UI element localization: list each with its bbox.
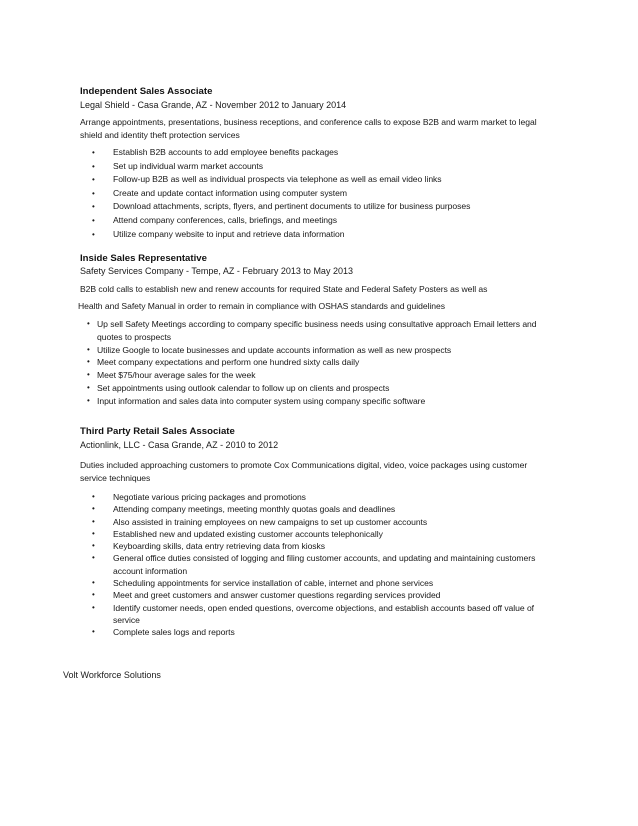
- job-description-line-2: Health and Safety Manual in order to remain in compliance with OSHAS standards and guidelines: [78, 301, 445, 311]
- list-item: • Established new and updated existing customer accounts telephonically: [80, 528, 562, 540]
- list-item: • Create and update contact information using computer system: [80, 187, 560, 201]
- list-item: • Identify customer needs, open ended questions, overcome objections, and establish accounts based off value of service: [80, 602, 562, 627]
- list-item: • Complete sales logs and reports: [80, 626, 562, 638]
- job-subtitle: Legal Shield - Casa Grande, AZ - November 2012 to January 2014: [80, 100, 347, 110]
- job-subtitle: Safety Services Company - Tempe, AZ - February 2013 to May 2013: [80, 266, 353, 276]
- job-title: Third Party Retail Sales Associate: [80, 426, 235, 437]
- job-bullets: [80, 318, 548, 408]
- list-item: • Attending company meetings, meeting monthly quotas goals and deadlines: [80, 503, 562, 515]
- job-title: Inside Sales Representative: [80, 253, 207, 264]
- list-item: • Utilize company website to input and retrieve data information: [80, 228, 560, 242]
- job-description: Arrange appointments, presentations, business receptions, and conference calls to expose B2B and warm market to legal shield and identity theft protection services: [80, 117, 537, 140]
- job-description-line-1: B2B cold calls to establish new and renew accounts for required State and Federal Safety Posters as well as: [80, 284, 488, 294]
- list-item: • Up sell Safety Meetings according to company specific business needs using consultative approach Email letters and quotes to prospects: [85, 318, 548, 344]
- list-item: • Attend company conferences, calls, briefings, and meetings: [80, 214, 560, 228]
- list-item: • Input information and sales data into computer system using company specific software: [85, 395, 548, 408]
- list-item: • Scheduling appointments for service installation of cable, internet and phone services: [80, 577, 562, 589]
- job-description: Duties included approaching customers to promote Cox Communications digital, video, voice packages using customer service techniques: [80, 460, 528, 483]
- list-item: • Utilize Google to locate businesses and update accounts information as well as new prospects: [85, 344, 548, 357]
- job-subtitle: Actionlink, LLC - Casa Grande, AZ - 2010 to 2012: [80, 440, 279, 450]
- list-item: • Establish B2B accounts to add employee benefits packages: [80, 146, 560, 160]
- list-item: • Meet $75/hour average sales for the week: [85, 369, 548, 382]
- job-inside-sales-representative: [80, 253, 560, 408]
- list-item: • Set appointments using outlook calendar to follow up on clients and prospects: [85, 382, 548, 395]
- list-item: • Set up individual warm market accounts: [80, 160, 560, 174]
- job-bullets: [80, 146, 560, 241]
- job-third-party-retail-sales-associate: [80, 426, 560, 639]
- list-item: • Follow-up B2B as well as individual prospects via telephone as well as email video links: [80, 173, 560, 187]
- list-item: • General office duties consisted of logging and filing customer accounts, and updating and maintaining customers account information: [80, 552, 562, 577]
- job-bullets: [80, 491, 562, 639]
- list-item: • Meet company expectations and perform one hundred sixty calls daily: [85, 356, 548, 369]
- list-item: • Keyboarding skills, data entry retrieving data from kiosks: [80, 540, 562, 552]
- list-item: • Download attachments, scripts, flyers, and pertinent documents to utilize for business purposes: [80, 200, 560, 214]
- list-item: • Negotiate various pricing packages and promotions: [80, 491, 562, 503]
- job-title: Independent Sales Associate: [80, 86, 213, 97]
- next-employer-heading: Volt Workforce Solutions: [63, 670, 161, 680]
- job-independent-sales-associate: [80, 86, 560, 241]
- list-item: • Meet and greet customers and answer customer questions regarding services provided: [80, 589, 562, 601]
- list-item: • Also assisted in training employees on new campaigns to set up customer accounts: [80, 516, 562, 528]
